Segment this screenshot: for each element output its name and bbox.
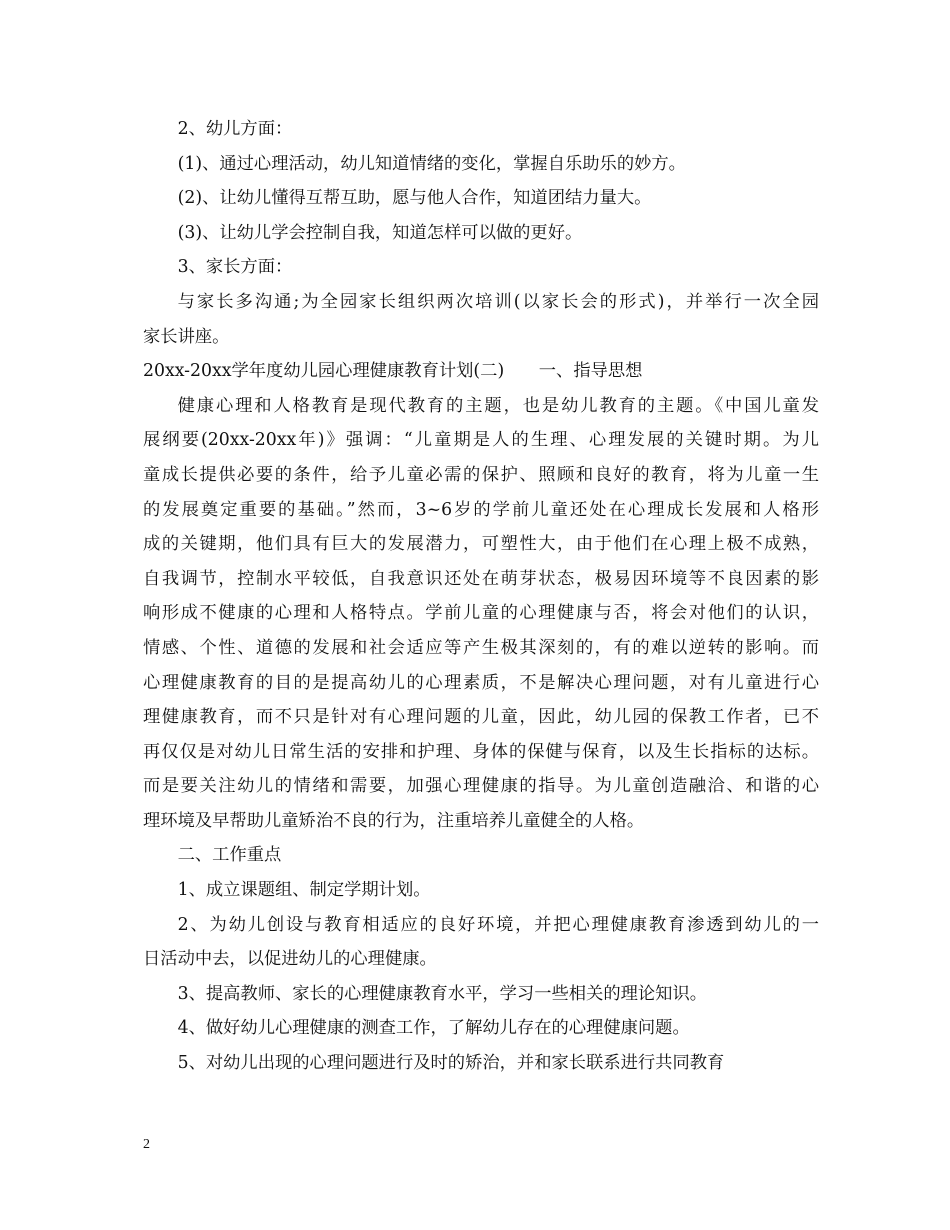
work-focus-item-1: 1、成立课题组、制定学期计划。 — [177, 880, 431, 901]
guiding-paragraph-line-5: 成的关键期，他们具有巨大的发展潜力，可塑性大，由于他们在心理上极不成熟， — [143, 534, 819, 555]
section-heading-children: 2、幼儿方面： — [177, 119, 293, 139]
work-focus-item-3: 3、提高教师、家长的心理健康教育水平，学习一些相关的理论知识。 — [177, 983, 708, 1004]
work-focus-item-4: 4、做好幼儿心理健康的测查工作，了解幼儿存在的心理健康问题。 — [177, 1018, 690, 1039]
children-goal-3: (3)、让幼儿学会控制自我，知道怎样可以做的更好。 — [177, 222, 583, 243]
guiding-paragraph-line-10: 理健康教育，而不只是针对有心理问题的儿童，因此，幼儿园的保教工作者，已不 — [143, 707, 819, 728]
guiding-paragraph-line-1: 健康心理和人格教育是现代教育的主题，也是幼儿教育的主题。《中国儿童发 — [177, 395, 819, 416]
plan-title-and-guiding-heading: 20xx-20xx学年度幼儿园心理健康教育计划(二) 一、指导思想 — [143, 361, 643, 382]
page-number: 2 — [143, 1137, 150, 1152]
document-body — [143, 112, 819, 1081]
children-goal-2: (2)、让幼儿懂得互帮互助，愿与他人合作，知道团结力量大。 — [177, 188, 652, 209]
parents-paragraph-line-1: 与家长多沟通;为全园家长组织两次培训(以家长会的形式)，并举行一次全园 — [177, 291, 819, 312]
guiding-paragraph-line-6: 自我调节，控制水平较低，自我意识还处在萌芽状态，极易因环境等不良因素的影 — [143, 568, 819, 589]
guiding-paragraph-line-7: 响形成不健康的心理和人格特点。学前儿童的心理健康与否，将会对他们的认识， — [143, 603, 819, 624]
guiding-paragraph-line-12: 而是要关注幼儿的情绪和需要，加强心理健康的指导。为儿童创造融洽、和谐的心 — [143, 776, 819, 797]
work-focus-item-5: 5、对幼儿出现的心理问题进行及时的矫治，并和家长联系进行共同教育 — [177, 1053, 725, 1074]
parents-paragraph-line-2: 家长讲座。 — [143, 326, 230, 347]
guiding-paragraph-line-4: 的发展奠定重要的基础。”然而，3~6岁的学前儿童还处在心理成长发展和人格形 — [143, 499, 819, 520]
work-focus-item-2-line-2: 日活动中去，以促进幼儿的心理健康。 — [143, 949, 437, 970]
guiding-paragraph-line-3: 童成长提供必要的条件，给予儿童必需的保护、照顾和良好的教育，将为儿童一生 — [143, 464, 819, 485]
guiding-paragraph-line-13: 理环境及早帮助儿童矫治不良的行为，注重培养儿童健全的人格。 — [143, 810, 645, 831]
section-heading-parents: 3、家长方面： — [177, 257, 293, 278]
guiding-paragraph-line-11: 再仅仅是对幼儿日常生活的安排和护理、身体的保健与保育，以及生长指标的达标。 — [143, 741, 819, 762]
work-focus-heading: 二、工作重点 — [177, 845, 282, 866]
guiding-paragraph-line-8: 情感、个性、道德的发展和社会适应等产生极其深刻的，有的难以逆转的影响。而 — [143, 637, 819, 658]
children-goal-1: (1)、通过心理活动，幼儿知道情绪的变化，掌握自乐助乐的妙方。 — [177, 153, 686, 174]
guiding-paragraph-line-9: 心理健康教育的目的是提高幼儿的心理素质，不是解决心理问题，对有儿童进行心 — [143, 672, 819, 693]
work-focus-item-2-line-1: 2、为幼儿创设与教育相适应的良好环境，并把心理健康教育渗透到幼儿的一 — [177, 914, 819, 935]
guiding-paragraph-line-2: 展纲要(20xx-20xx年)》强调：“儿童期是人的生理、心理发展的关键时期。为儿 — [143, 430, 819, 451]
